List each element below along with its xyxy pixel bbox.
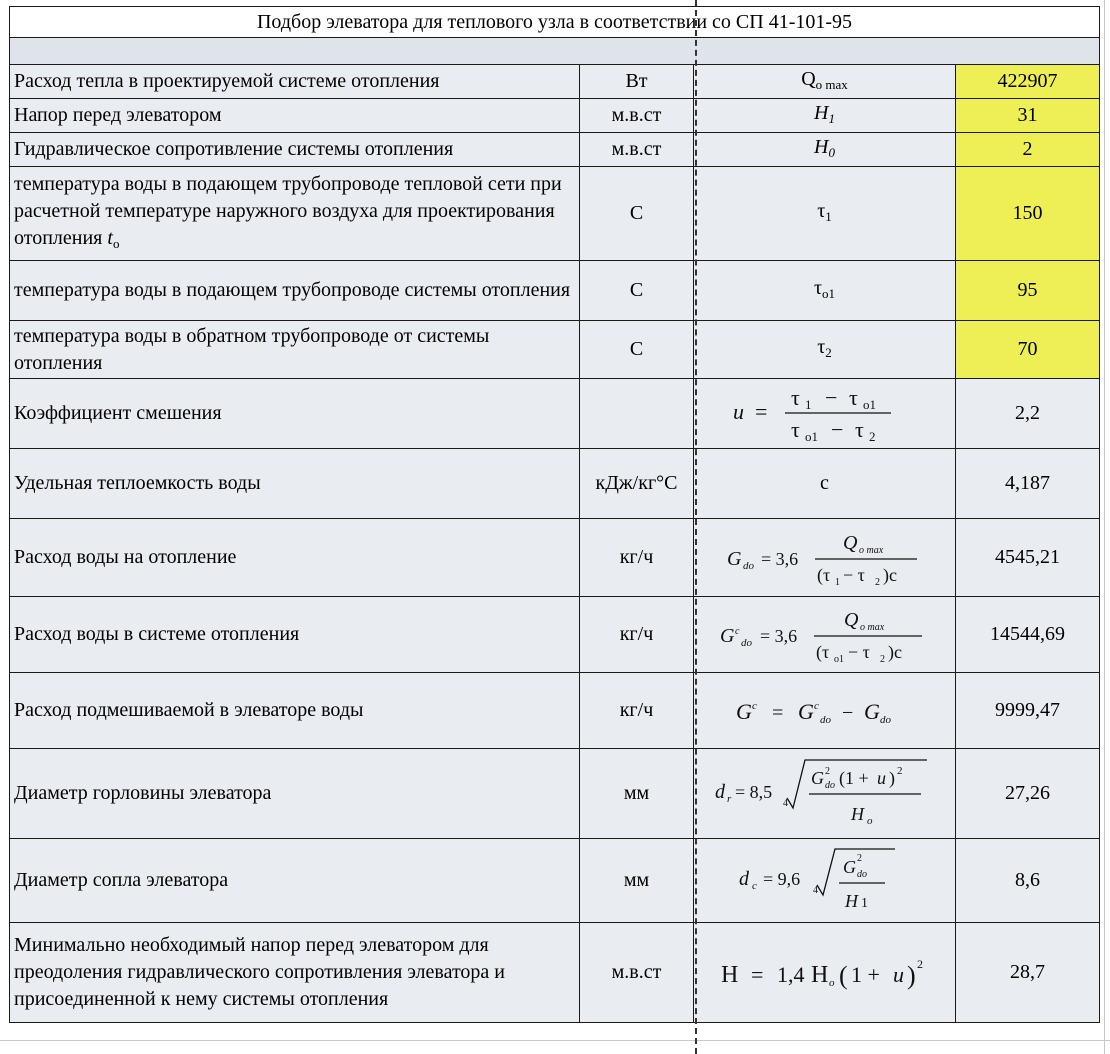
- symbol-sub: o max: [815, 76, 848, 92]
- svg-text:2: 2: [868, 428, 875, 444]
- svg-text:d: d: [714, 780, 725, 803]
- svg-text:=: =: [754, 398, 767, 424]
- svg-text:−: −: [841, 701, 853, 724]
- row-value-input[interactable]: 150: [956, 167, 1100, 261]
- table-title[interactable]: Подбор элеватора для теплового узла в соответствии со СП 41-101-95: [10, 7, 1100, 38]
- svg-text:c: c: [813, 699, 819, 712]
- row-name[interactable]: температура воды в обратном трубопроводе от системы отопления: [10, 321, 580, 379]
- svg-text:do: do: [819, 713, 831, 726]
- svg-text:o: o: [828, 976, 834, 989]
- row-formula[interactable]: [694, 923, 956, 1023]
- svg-text:2: 2: [916, 956, 923, 971]
- row-unit[interactable]: Вт: [580, 65, 694, 99]
- svg-text:o1: o1: [833, 653, 844, 665]
- row-value[interactable]: 4545,21: [956, 519, 1100, 597]
- svg-text:(τ: (τ: [815, 641, 829, 662]
- row-name[interactable]: Удельная теплоемкость воды: [10, 449, 580, 519]
- symbol-sub: o1: [822, 285, 836, 301]
- svg-text:do: do: [742, 559, 754, 572]
- row-symbol[interactable]: c: [694, 449, 956, 519]
- svg-text:1: 1: [804, 396, 811, 412]
- formula-system-water-flow: [720, 604, 930, 666]
- svg-text:τ: τ: [790, 416, 800, 442]
- row-name[interactable]: Минимально необходимый напор перед элеватором для преодоления гидравлического сопротивления элеватора и присоединенной к нему системы отопления: [10, 923, 580, 1023]
- svg-text:4: 4: [782, 797, 788, 809]
- name-var: t: [107, 226, 113, 249]
- svg-text:): ): [906, 960, 916, 990]
- gridline: [0, 1040, 1110, 1041]
- svg-text:G: G: [719, 624, 734, 647]
- row-name[interactable]: Расход воды на отопление: [10, 519, 580, 597]
- svg-text:do: do: [856, 868, 867, 880]
- svg-text:o: o: [866, 814, 872, 827]
- svg-text:1: 1: [860, 895, 868, 911]
- svg-text:1 +: 1 +: [850, 961, 880, 987]
- svg-text:4: 4: [812, 884, 818, 896]
- row-unit[interactable]: мм: [580, 839, 694, 923]
- row-unit[interactable]: кДж/кг°С: [580, 449, 694, 519]
- svg-text:τ: τ: [854, 416, 864, 442]
- symbol-main: τ: [817, 335, 826, 358]
- svg-text:do: do: [879, 713, 891, 726]
- svg-text:τ: τ: [848, 384, 858, 410]
- row-formula[interactable]: [694, 749, 956, 839]
- svg-text:o max: o max: [858, 544, 883, 556]
- symbol-sub: 2: [825, 344, 832, 360]
- formula-nozzle-diameter: [735, 843, 915, 919]
- svg-text:(1 +: (1 +: [838, 767, 869, 788]
- svg-text:G: G: [797, 698, 814, 724]
- svg-text:−: −: [824, 384, 837, 410]
- svg-text:H: H: [844, 890, 858, 911]
- row-name[interactable]: Диаметр сопла элеватора: [10, 839, 580, 923]
- svg-text:τ: τ: [790, 384, 800, 410]
- row-unit[interactable]: [580, 379, 694, 449]
- symbol-main: H: [814, 101, 829, 124]
- svg-text:2: 2: [879, 653, 885, 665]
- row-symbol[interactable]: [694, 167, 956, 261]
- svg-text:u: u: [876, 767, 886, 788]
- svg-text:= 9,6: = 9,6: [762, 868, 800, 889]
- gridline: [1104, 0, 1105, 1054]
- row-value[interactable]: 4,187: [956, 449, 1100, 519]
- row-unit[interactable]: кг/ч: [580, 597, 694, 673]
- svg-text:u: u: [892, 961, 904, 987]
- row-unit[interactable]: С: [580, 261, 694, 321]
- row-unit[interactable]: С: [580, 167, 694, 261]
- formula-throat-diameter: [715, 754, 935, 834]
- row-name[interactable]: Расход тепла в проектируемой системе отопления: [10, 65, 580, 99]
- row-formula[interactable]: [694, 597, 956, 673]
- symbol-main: Q: [801, 67, 816, 90]
- formula-mixing-coefficient: [725, 383, 925, 445]
- row-value[interactable]: 14544,69: [956, 597, 1100, 673]
- row-symbol[interactable]: [694, 321, 956, 379]
- svg-text:1: 1: [834, 576, 840, 588]
- symbol-sub: 1: [825, 208, 832, 224]
- row-value[interactable]: 27,26: [956, 749, 1100, 839]
- svg-text:−: −: [830, 416, 843, 442]
- svg-text:do: do: [824, 779, 835, 791]
- symbol-main: H: [814, 135, 829, 158]
- elevator-calc-table: [9, 6, 1100, 1023]
- svg-text:=: =: [750, 961, 763, 987]
- svg-text:G: G: [726, 547, 741, 570]
- svg-text:G: G: [735, 698, 752, 724]
- svg-text:− τ: − τ: [842, 564, 865, 585]
- row-name[interactable]: Коэффициент смешения: [10, 379, 580, 449]
- svg-text:(τ: (τ: [816, 564, 830, 585]
- row-formula[interactable]: [694, 519, 956, 597]
- svg-text:2: 2: [856, 852, 862, 864]
- svg-text:c: c: [751, 699, 757, 712]
- row-formula[interactable]: [694, 839, 956, 923]
- svg-text:1,4: 1,4: [776, 961, 804, 987]
- svg-text:o max: o max: [859, 621, 884, 633]
- blank-row[interactable]: [10, 38, 1100, 65]
- row-symbol[interactable]: [694, 65, 956, 99]
- row-symbol[interactable]: [694, 99, 956, 133]
- svg-text:= 3,6: = 3,6: [759, 625, 797, 646]
- row-formula[interactable]: [694, 379, 956, 449]
- formula-mixed-water-flow: [730, 691, 920, 731]
- row-value[interactable]: 8,6: [956, 839, 1100, 923]
- row-name[interactable]: Напор перед элеватором: [10, 99, 580, 133]
- page-break-line: [695, 0, 697, 1054]
- symbol-main: τ: [813, 276, 823, 299]
- svg-text:): ): [888, 767, 895, 788]
- name-var-sub: o: [112, 235, 120, 251]
- row-value[interactable]: 28,7: [956, 923, 1100, 1023]
- row-name[interactable]: Расход воды в системе отопления: [10, 597, 580, 673]
- svg-text:Q: Q: [843, 608, 858, 631]
- svg-text:H: H: [720, 961, 738, 988]
- svg-text:2: 2: [874, 576, 880, 588]
- row-value[interactable]: 2,2: [956, 379, 1100, 449]
- svg-text:d: d: [738, 867, 749, 890]
- svg-text:c: c: [751, 879, 757, 892]
- svg-text:2: 2: [824, 765, 830, 777]
- formula-minimum-head: [715, 948, 935, 998]
- symbol-sub: 1: [828, 110, 835, 126]
- row-symbol[interactable]: [694, 133, 956, 167]
- row-formula[interactable]: [694, 673, 956, 749]
- row-value[interactable]: 9999,47: [956, 673, 1100, 749]
- row-value-input[interactable]: 2: [956, 133, 1100, 167]
- row-unit[interactable]: кг/ч: [580, 673, 694, 749]
- row-name[interactable]: Гидравлическое сопротивление системы отопления: [10, 133, 580, 167]
- row-name[interactable]: [10, 167, 580, 261]
- row-name[interactable]: Диаметр горловины элеватора: [10, 749, 580, 839]
- row-name[interactable]: Расход подмешиваемой в элеваторе воды: [10, 673, 580, 749]
- svg-text:c: c: [734, 625, 739, 637]
- row-value-input[interactable]: 31: [956, 99, 1100, 133]
- svg-text:2: 2: [896, 764, 902, 777]
- row-unit[interactable]: С: [580, 321, 694, 379]
- svg-text:(: (: [838, 960, 848, 990]
- row-unit[interactable]: кг/ч: [580, 519, 694, 597]
- row-value-input[interactable]: 70: [956, 321, 1100, 379]
- svg-text:o1: o1: [804, 428, 818, 444]
- svg-text:=: =: [771, 701, 783, 724]
- row-unit[interactable]: м.в.ст: [580, 99, 694, 133]
- row-unit[interactable]: мм: [580, 749, 694, 839]
- row-symbol[interactable]: [694, 261, 956, 321]
- svg-text:r: r: [726, 792, 731, 805]
- formula-water-flow: [725, 527, 925, 589]
- row-name[interactable]: температура воды в подающем трубопроводе системы отопления: [10, 261, 580, 321]
- row-value-input[interactable]: 422907: [956, 65, 1100, 99]
- svg-text:G: G: [810, 767, 824, 788]
- symbol-sub: 0: [828, 144, 835, 160]
- svg-text:)c: )c: [887, 641, 902, 662]
- svg-text:G: G: [863, 698, 880, 724]
- svg-text:G: G: [842, 856, 856, 877]
- svg-text:Q: Q: [842, 531, 857, 554]
- symbol-main: τ: [817, 199, 826, 222]
- svg-text:do: do: [740, 636, 752, 649]
- svg-text:)c: )c: [882, 564, 897, 585]
- row-value-input[interactable]: 95: [956, 261, 1100, 321]
- row-unit[interactable]: м.в.ст: [580, 133, 694, 167]
- svg-text:o1: o1: [862, 396, 876, 412]
- row-unit[interactable]: м.в.ст: [580, 923, 694, 1023]
- row-name-text: температура воды в подающем трубопроводе тепловой сети при расчетной температуре наружного воздуха для проектирования отопления: [14, 172, 562, 249]
- svg-text:= 8,5: = 8,5: [734, 781, 772, 802]
- svg-text:H: H: [810, 961, 828, 988]
- svg-text:u: u: [732, 398, 744, 424]
- svg-text:H: H: [850, 803, 864, 824]
- svg-text:− τ: − τ: [847, 641, 870, 662]
- svg-text:= 3,6: = 3,6: [760, 548, 798, 569]
